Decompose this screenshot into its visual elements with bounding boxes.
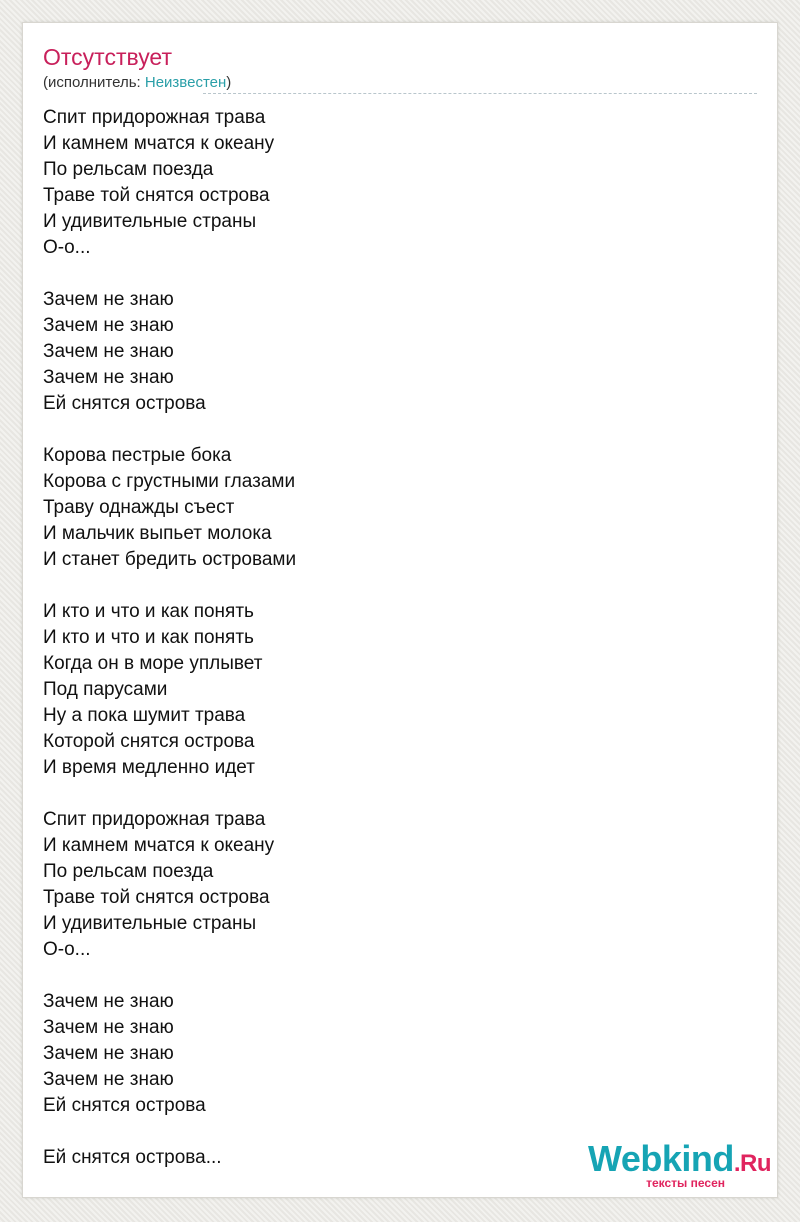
lyric-line: Траве той снятся острова: [43, 887, 270, 908]
lyric-line: Корова пестрые бока: [43, 445, 232, 466]
artist-link[interactable]: Неизвестен: [144, 74, 227, 91]
stanza-break: [43, 573, 296, 599]
artist-suffix: ): [226, 74, 232, 91]
lyrics-card: [22, 22, 778, 1198]
lyric-line: Зачем не знаю: [43, 1043, 174, 1064]
lyric-line: Ей снятся острова: [43, 1095, 206, 1116]
lyric-line: Зачем не знаю: [43, 341, 174, 362]
lyric-line: И станет бредить островами: [43, 549, 297, 570]
artist-prefix: (исполнитель:: [43, 74, 145, 91]
lyric-line: И удивительные страны: [43, 913, 257, 934]
lyric-line: По рельсам поезда: [43, 159, 214, 180]
lyric-line: И кто и что и как понять: [43, 627, 254, 648]
stanza-break: [43, 417, 296, 443]
stanza-break: [43, 1119, 296, 1145]
lyric-line: Спит придорожная трава: [43, 809, 266, 830]
lyric-line: Спит придорожная трава: [43, 107, 266, 128]
stanza-break: [43, 963, 296, 989]
lyric-line: И время медленно идет: [43, 757, 255, 778]
lyric-line: Ей снятся острова: [43, 393, 206, 414]
lyric-line: И удивительные страны: [43, 211, 257, 232]
lyric-line: Зачем не знаю: [43, 1017, 174, 1038]
lyric-line: Зачем не знаю: [43, 289, 174, 310]
lyric-line: Ну а пока шумит трава: [43, 705, 246, 726]
logo-name: Webkind: [587, 1138, 734, 1179]
lyric-line: И кто и что и как понять: [43, 601, 254, 622]
logo-suffix: .Ru: [733, 1150, 771, 1177]
lyric-line: И мальчик выпьет молока: [43, 523, 272, 544]
artist-line: [43, 73, 231, 93]
lyrics-text: [43, 105, 296, 1171]
lyric-line: По рельсам поезда: [43, 861, 214, 882]
lyric-line: Зачем не знаю: [43, 991, 174, 1012]
lyric-line: И камнем мчатся к океану: [43, 835, 275, 856]
lyric-line: Которой снятся острова: [43, 731, 255, 752]
lyric-line: Зачем не знаю: [43, 315, 174, 336]
lyric-line: Когда он в море уплывет: [43, 653, 263, 674]
lyric-line: Зачем не знаю: [43, 1069, 174, 1090]
lyric-line: Зачем не знаю: [43, 367, 174, 388]
lyric-line: О-о...: [43, 939, 91, 960]
stanza-break: [43, 261, 296, 287]
logo-tagline: тексты песен: [646, 1176, 725, 1190]
song-title: Отсутствует: [43, 44, 172, 70]
stanza-break: [43, 781, 296, 807]
lyric-line: И камнем мчатся к океану: [43, 133, 275, 154]
lyric-line: Под парусами: [43, 679, 168, 700]
header-divider: [203, 93, 757, 94]
lyric-line: Траве той снятся острова: [43, 185, 270, 206]
lyric-line: Траву однажды съест: [43, 497, 235, 518]
lyric-line: Корова с грустными глазами: [43, 471, 296, 492]
lyric-line: Ей снятся острова...: [43, 1147, 222, 1168]
lyric-line: О-о...: [43, 237, 91, 258]
site-logo[interactable]: [587, 1138, 771, 1190]
